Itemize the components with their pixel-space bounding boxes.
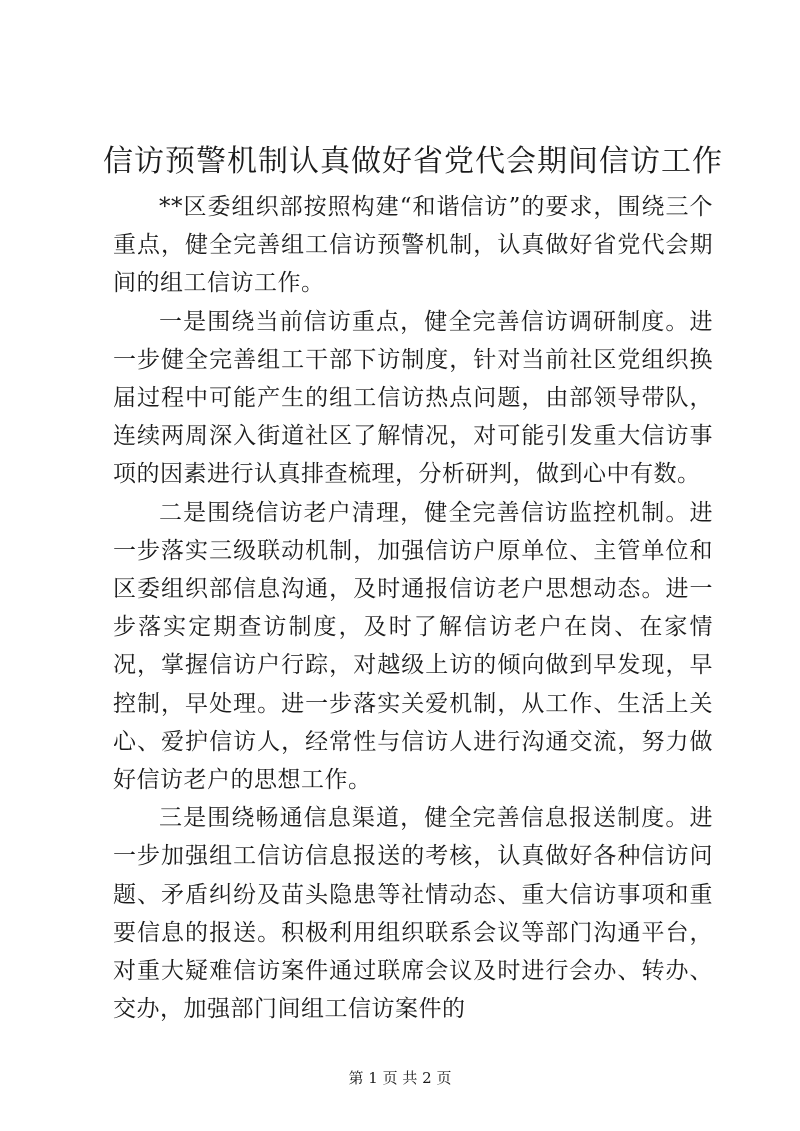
document-title: 信访预警机制认真做好省党代会期间信访工作 — [103, 144, 723, 179]
paragraph-point-one: 一是围绕当前信访重点，健全完善信访调研制度。进一步健全完善组工干部下访制度，针对当前社区党组织换届过程中可能产生的组工信访热点问题，由部领导带队，连续两周深入街道社区了解情况，对可能引发重大信访事项的因素进行认真排查梳理，分析研判，做到心中有数。 — [113, 308, 713, 488]
paragraph-point-three: 三是围绕畅通信息渠道，健全完善信息报送制度。进一步加强组工信访信息报送的考核，认真做好各种信访问题、矛盾纠纷及苗头隐患等社情动态、重大信访事项和重要信息的报送。积极利用组织联系会议等部门沟通平台，对重大疑难信访案件通过联席会议及时进行会办、转办、交办，加强部门间组工信访案件的 — [113, 805, 713, 1023]
paragraph-intro: **区委组织部按照构建“和谐信访”的要求，围绕三个重点，健全完善组工信访预警机制，认真做好省党代会期间的组工信访工作。 — [113, 194, 713, 297]
page-number-footer: 第 1 页 共 2 页 — [348, 1069, 452, 1087]
document-body — [113, 188, 713, 1028]
paragraph-point-two: 二是围绕信访老户清理，健全完善信访监控机制。进一步落实三级联动机制，加强信访户原单位、主管单位和区委组织部信息沟通，及时通报信访老户思想动态。进一步落实定期查访制度，及时了解信访老户在岗、在家情况，掌握信访户行踪，对越级上访的倾向做到早发现，早控制，早处理。进一步落实关爱机制，从工作、生活上关心、爱护信访人，经常性与信访人进行沟通交流，努力做好信访老户的思想工作。 — [113, 499, 713, 794]
